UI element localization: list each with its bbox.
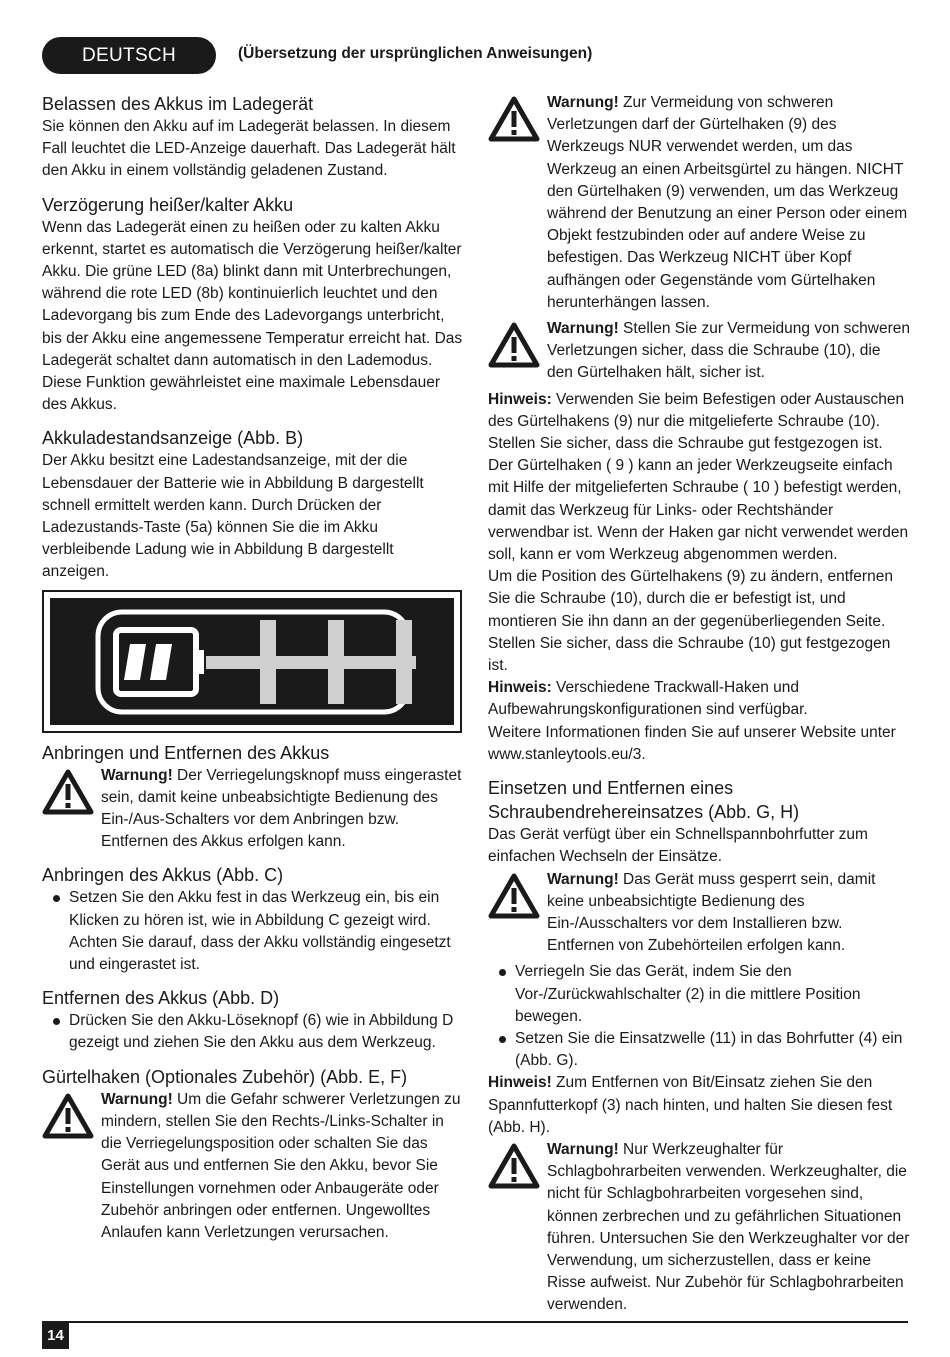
note-paragraph (488, 389, 910, 456)
list-item: Setzen Sie den Akku fest in das Werkzeug ein, bis ein Klicken zu hören ist, wie in Abbildung C gezeigt wird. Achten Sie darauf, dass der Akku vollständig eingesetzt und eingerastet ist. (42, 887, 464, 976)
warning-triangle-icon (488, 873, 540, 919)
warning-text: Um die Gefahr schwerer Verletzungen zu mindern, stellen Sie den Rechts-/Links-Schalter in die Verriegelungsposition oder schalten Sie das Gerät aus und entfernen Sie den Akku, bevor Sie Einstellungen vornehmen oder Anbaugeräte oder Zubehör anbringen oder entfernen. Ungewolltes Anlaufen kann Verletzungen verursachen. (101, 1090, 461, 1241)
left-column (42, 92, 464, 1254)
battery-gauge-icon (46, 594, 458, 729)
warning-text: Zur Vermeidung von schweren Verletzungen darf der Gürtelhaken (9) des Werkzeugs NUR verwendet werden, um das Werkzeug an einen Arbeitsgürtel zu hängen. NICHT den Gürtelhaken (9) verwenden, um das Werkzeug während der Benutzung an einer Person oder einem Objekt festzubinden oder auf andere Weise zu befestigen. Das Werkzeug NICHT über Kopf aufhängen oder Gegenstände vom Gürtelhaken herunterhängen lassen. (547, 94, 908, 311)
warning-triangle-icon (488, 322, 540, 368)
warning-block (488, 1139, 910, 1317)
warning-triangle-icon (42, 1093, 94, 1139)
section-heading: Akkuladestandsanzeige (Abb. B) (42, 428, 304, 449)
section-attach-remove-battery (42, 741, 464, 854)
warning-label: Warnung! (547, 320, 619, 338)
warning-text: Der Verriegelungsknopf muss eingerastet sein, damit keine unbeabsichtigte Bedienung des Ein-/Aus-Schalters vor dem Anbringen bzw. Entfernen des Akkus erfolgen kann. (101, 766, 462, 851)
warning-triangle-icon (42, 769, 94, 815)
section-remove-battery (42, 986, 464, 1054)
warning-label: Warnung! (547, 870, 619, 888)
warning-block (42, 1089, 464, 1244)
charge-indicator-figure (42, 590, 462, 733)
section-attach-battery (42, 863, 464, 976)
warning-block (42, 765, 464, 854)
warning-label: Warnung! (101, 1090, 173, 1108)
section-belt-hook (42, 1065, 464, 1244)
warning-block (488, 318, 910, 385)
warning-block (488, 92, 910, 314)
page-number: 14 (42, 1321, 69, 1349)
note-label: Hinweis! (488, 1074, 552, 1092)
warning-label: Warnung! (547, 1140, 619, 1158)
body-paragraph: Um die Position des Gürtelhakens (9) zu ändern, entfernen Sie die Schraube (10), durch die er befestigt ist, und montieren Sie ihn dann an der gegenüberliegenden Seite. Stellen Sie sicher, dass die Schraube (10) gut festgezogen ist. (488, 568, 893, 675)
language-badge: DEUTSCH (42, 37, 216, 74)
note-paragraph (488, 1072, 910, 1139)
list-item: Verriegeln Sie das Gerät, indem Sie den Vor-/Zurückwahlschalter (2) in die mittlere Position bewegen. (488, 961, 910, 1028)
body-paragraph: Der Gürtelhaken ( 9 ) kann an jeder Werkzeugseite einfach mit Hilfe der mitgelieferten Schraube ( 10 ) befestigt werden, damit das Werkzeug für Links- oder Rechtshänder verwendbar ist. Wenn der Haken gar nicht verwendet werden soll, kann er vom Werkzeug abgenommen werden. (488, 457, 909, 564)
section-heading: Einsetzen und Entfernen eines Schraubendrehereinsatzes (Abb. G, H) (488, 778, 800, 823)
section-text: Das Gerät verfügt über ein Schnellspannbohrfutter zum einfachen Wechseln der Einsätze. (488, 826, 868, 866)
warning-label: Warnung! (101, 766, 173, 784)
section-leave-battery (42, 92, 464, 183)
note-paragraph (488, 677, 910, 721)
warning-triangle-icon (488, 1143, 540, 1189)
section-text: Sie können den Akku auf im Ladegerät belassen. In diesem Fall leuchtet die LED-Anzeige dauerhaft. Das Ladegerät hält den Akku in einem vollständig geladenen Zustand. (42, 118, 456, 180)
body-paragraph: Weitere Informationen finden Sie auf unserer Website unter www.stanleytools.eu/3. (488, 723, 896, 763)
warning-label: Warnung! (547, 94, 619, 111)
note-label: Hinweis: (488, 679, 552, 697)
section-text: Wenn das Ladegerät einen zu heißen oder zu kalten Akku erkennt, startet es automatisch die Verzögerung heißer/kalter Akku. Die grüne LED (8a) blinkt dann mit Unterbrechungen, während die rote LED (8b) kontinuierlich leuchtet und den Ladevorgang bis zum Ende des Ladevorgangs unterbricht, bis der Akku eine angemessene Temperatur erreicht hat. Das Ladegerät schaltet dann automatisch in den Lademodus. Diese Funktion gewährleistet eine maximale Lebensdauer des Akkus. (42, 218, 463, 414)
translation-note: (Übersetzung der ursprünglichen Anweisungen) (238, 45, 593, 62)
section-hot-cold-delay (42, 193, 464, 417)
section-heading: Anbringen und Entfernen des Akkus (42, 742, 330, 763)
note-text: Verschiedene Trackwall-Haken und Aufbewahrungskonfigurationen sind verfügbar. (488, 679, 808, 719)
warning-block (488, 869, 910, 958)
note-label: Hinweis: (488, 390, 552, 408)
warning-text: Nur Werkzeughalter für Schlagbohrarbeiten verwenden. Werkzeughalter, die nicht für Schlagbohrarbeiten vorgesehen sind, können zerbrechen und zu gefährlichen Situationen führen. Untersuchen Sie den Werkzeughalter vor der Verwendung, um sicherzustellen, dass er keine Risse aufweist. Nur Zubehör für Schlagbohrarbeiten verwenden. (547, 1140, 910, 1314)
section-heading: Belassen des Akkus im Ladegerät (42, 94, 314, 114)
warning-text: Das Gerät muss gesperrt sein, damit keine unbeabsichtigte Bedienung des Ein-/Ausschalters vor dem Installieren bzw. Entfernen von Zubehörteilen erfolgen kann. (547, 870, 876, 955)
right-column (488, 92, 910, 1321)
section-charge-indicator (42, 426, 464, 732)
section-heading: Entfernen des Akkus (Abb. D) (42, 988, 280, 1009)
footer-divider (42, 1321, 908, 1323)
list-item: Setzen Sie die Einsatzwelle (11) in das Bohrfutter (4) ein (Abb. G). (488, 1028, 910, 1072)
note-text: Zum Entfernen von Bit/Einsatz ziehen Sie den Spannfutterkopf (3) nach hinten, und halten Sie diesen fest (Abb. H). (488, 1074, 893, 1136)
section-heading: Gürtelhaken (Optionales Zubehör) (Abb. E, F) (42, 1066, 408, 1087)
warning-text: Stellen Sie zur Vermeidung von schweren Verletzungen sicher, dass die Schraube (10), die den Gürtelhaken hält, sicher ist. (547, 320, 910, 382)
section-text: Der Akku besitzt eine Ladestandsanzeige, mit der die Lebensdauer der Batterie wie in Abbildung B dargestellt schnell ermittelt werden kann. Durch Drücken der Ladezustands-Taste (5a) können Sie die im Akku verbleibende Ladung wie in Abbildung B dargestellt anzeigen. (42, 452, 424, 581)
warning-triangle-icon (488, 96, 540, 142)
section-heading: Verzögerung heißer/kalter Akku (42, 194, 294, 215)
section-insert-remove-bit (488, 776, 910, 1316)
list-item: Drücken Sie den Akku-Löseknopf (6) wie in Abbildung D gezeigt und ziehen Sie den Akku aus dem Werkzeug. (42, 1010, 464, 1054)
section-heading: Anbringen des Akkus (Abb. C) (42, 865, 284, 886)
note-text: Verwenden Sie beim Befestigen oder Austauschen des Gürtelhakens (9) nur die mitgelieferte Schraube (10). Stellen Sie sicher, dass die Schraube gut festgezogen ist. (488, 390, 905, 453)
